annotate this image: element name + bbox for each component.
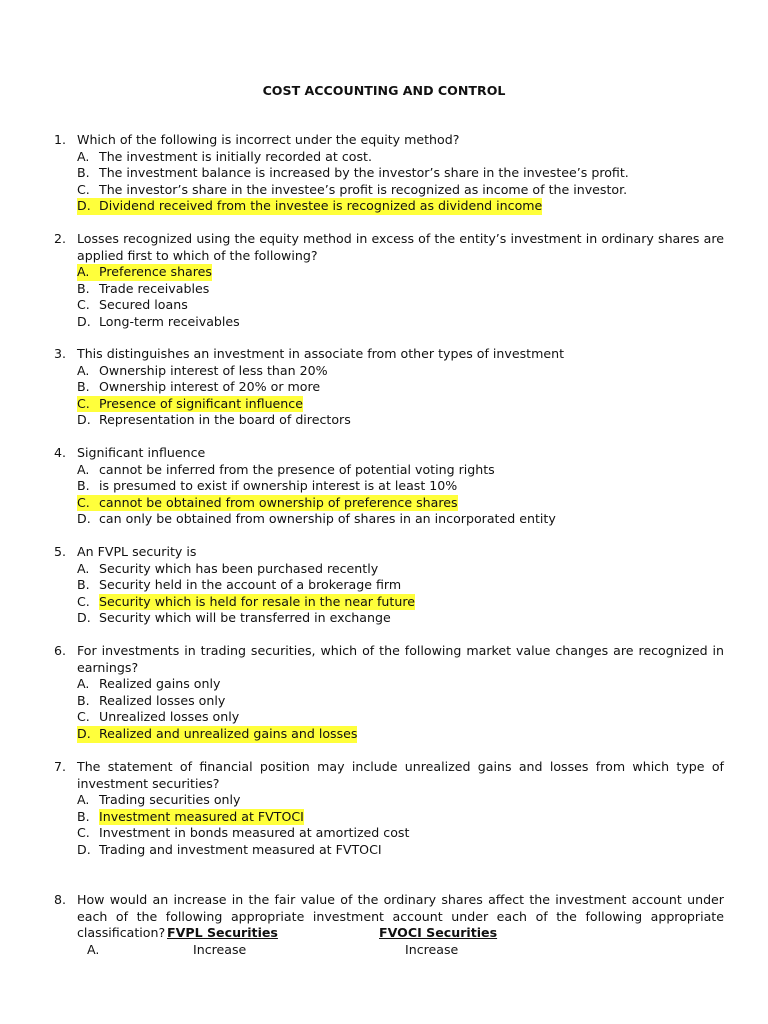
option-label: A. — [77, 461, 90, 477]
option-label: D. — [77, 511, 91, 527]
option-a — [77, 561, 724, 578]
highlighted-answer: Preference shares — [99, 264, 212, 280]
question-text: This distinguishes an investment in associate from other types of investment — [77, 346, 565, 361]
question-text: Which of the following is incorrect under the equity method? — [77, 132, 460, 147]
option-text: cannot be inferred from the presence of potential voting rights — [99, 461, 495, 477]
option-label: D. — [77, 841, 91, 857]
question-number: 3. — [54, 346, 67, 361]
option-c — [77, 709, 724, 726]
option-c — [77, 297, 724, 314]
option-label: A. — [77, 676, 90, 692]
question-text: Losses recognized using the equity method in excess of the entity’s investment in ordinary shares are applied first to which of the following? — [77, 231, 724, 263]
option-b — [77, 809, 724, 826]
highlighted-answer: Dividend received from the investee is recognized as dividend income — [99, 198, 543, 214]
option-text: The investor’s share in the investee’s profit is recognized as income of the investor. — [99, 181, 628, 197]
option-label: C. — [77, 495, 99, 512]
option-label: C. — [77, 709, 90, 725]
row-label-a: A. — [87, 942, 100, 957]
question-number: 7. — [54, 759, 67, 774]
option-text: The investment balance is increased by the investor’s share in the investee’s profit. — [99, 165, 629, 181]
option-c — [77, 825, 724, 842]
question-7 — [54, 759, 724, 859]
option-text: Realized losses only — [99, 692, 226, 708]
option-c — [77, 396, 724, 413]
option-text: Security which has been purchased recently — [99, 560, 379, 576]
question-1 — [54, 132, 724, 215]
option-label: A. — [77, 792, 90, 808]
option-text: Realized gains only — [99, 676, 221, 692]
question-number: 5. — [54, 544, 67, 559]
option-b — [77, 693, 724, 710]
option-text: Unrealized losses only — [99, 709, 240, 725]
highlighted-answer: Investment measured at FVTOCI — [99, 808, 304, 824]
option-b — [77, 478, 724, 495]
option-text: Trade receivables — [99, 280, 210, 296]
option-d — [77, 511, 724, 528]
question-text: How would an increase in the fair value of the ordinary shares affect the investment account under each of the following appropriate investment account under each of the following appropriate classification? — [77, 892, 724, 941]
option-text: Trading securities only — [99, 792, 241, 808]
option-label: B. — [77, 478, 90, 494]
option-label: B. — [77, 280, 90, 296]
question-number: 8. — [54, 892, 67, 907]
option-label: B. — [77, 692, 90, 708]
option-label: D. — [77, 198, 99, 215]
option-b — [77, 165, 724, 182]
option-b — [77, 577, 724, 594]
question-number: 2. — [54, 231, 67, 246]
option-c — [77, 594, 724, 611]
option-label: D. — [77, 726, 99, 743]
highlighted-answer: Realized and unrealized gains and losses — [99, 725, 358, 741]
option-label: C. — [77, 825, 90, 841]
option-a — [77, 462, 724, 479]
option-label: C. — [77, 593, 90, 609]
question-5 — [54, 544, 724, 627]
option-text: Security which will be transferred in exchange — [99, 610, 391, 626]
option-d — [77, 610, 724, 627]
option-label: B. — [77, 165, 90, 181]
column-header-fvpl: FVPL Securities — [167, 925, 278, 940]
option-label: C. — [77, 297, 90, 313]
question-4 — [54, 445, 724, 528]
option-text: Security held in the account of a brokerage firm — [99, 577, 402, 593]
option-b — [77, 281, 724, 298]
cell-fvpl-a: Increase — [193, 942, 247, 957]
option-a — [77, 676, 724, 693]
question-number: 6. — [54, 643, 67, 658]
option-label: B. — [77, 379, 90, 395]
option-label: C. — [77, 396, 99, 413]
option-label: D. — [77, 610, 91, 626]
option-a — [77, 264, 724, 281]
question-text: An FVPL security is — [77, 544, 197, 559]
option-a — [77, 792, 724, 809]
option-text: Trading and investment measured at FVTOCI — [99, 841, 382, 857]
question-text: For investments in trading securities, which of the following market value changes are recognized in earnings? — [77, 643, 724, 675]
option-text: Representation in the board of directors — [99, 412, 351, 428]
option-label: A. — [77, 560, 90, 576]
option-text: Long-term receivables — [99, 313, 240, 329]
document-title: COST ACCOUNTING AND CONTROL — [262, 83, 506, 98]
option-label: A. — [77, 148, 90, 164]
option-text: is presumed to exist if ownership interest is at least 10% — [99, 478, 458, 494]
question-number: 4. — [54, 445, 67, 460]
highlighted-answer: cannot be obtained from ownership of preference shares — [99, 494, 458, 510]
option-d — [77, 314, 724, 331]
option-label: D. — [77, 412, 91, 428]
option-c — [77, 182, 724, 199]
option-c — [77, 495, 724, 512]
highlighted-answer: Presence of significant influence — [99, 395, 303, 411]
column-header-fvoci: FVOCI Securities — [379, 925, 498, 940]
option-label: C. — [77, 181, 90, 197]
option-text: can only be obtained from ownership of shares in an incorporated entity — [99, 511, 556, 527]
question-text: The statement of financial position may include unrealized gains and losses from which type of investment securities? — [77, 759, 724, 791]
highlighted-answer: Security which is held for resale in the near future — [99, 593, 415, 609]
option-a — [77, 149, 724, 166]
option-text: The investment is initially recorded at cost. — [99, 148, 372, 164]
cell-fvoci-a: Increase — [405, 942, 459, 957]
option-label: B. — [77, 808, 90, 824]
option-text: Ownership interest of 20% or more — [99, 379, 321, 395]
question-3 — [54, 346, 724, 429]
option-label: D. — [77, 313, 91, 329]
question-6 — [54, 643, 724, 743]
question-2 — [54, 231, 724, 331]
option-text: Secured loans — [99, 297, 188, 313]
option-label: A. — [77, 264, 99, 281]
option-text: Investment in bonds measured at amortized cost — [99, 825, 410, 841]
option-label: B. — [77, 577, 90, 593]
option-d — [77, 412, 724, 429]
option-label: A. — [77, 362, 90, 378]
option-d — [77, 726, 724, 743]
option-b — [77, 379, 724, 396]
option-d — [77, 842, 724, 859]
option-text: Ownership interest of less than 20% — [99, 362, 328, 378]
question-text: Significant influence — [77, 445, 206, 460]
option-a — [77, 363, 724, 380]
question-number: 1. — [54, 132, 67, 147]
option-d — [77, 198, 724, 215]
